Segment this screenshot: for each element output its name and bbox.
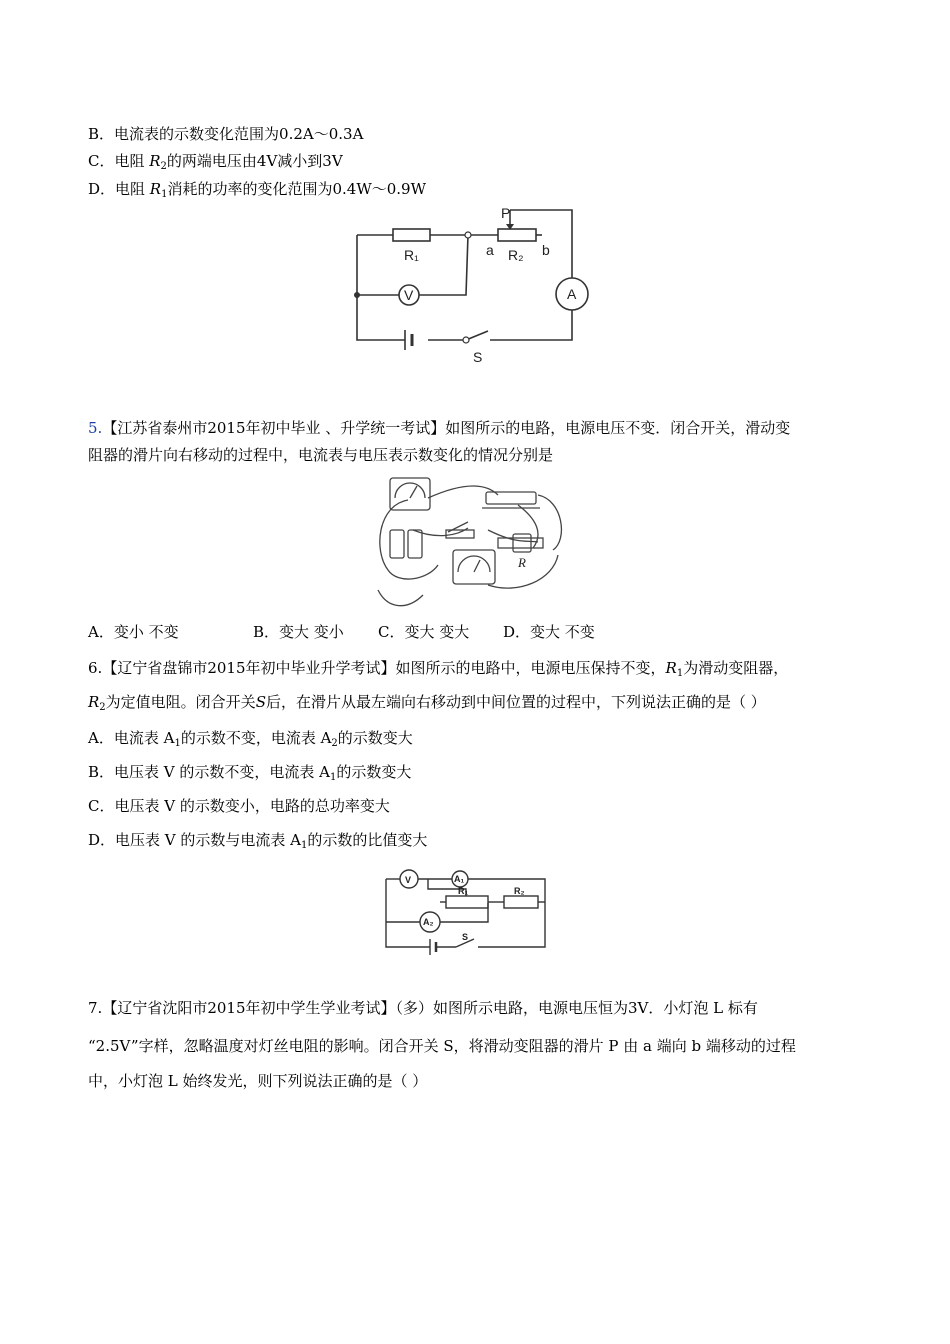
q5-circuit-illustration <box>368 470 583 615</box>
q6-var-r2: R <box>88 693 100 711</box>
q4-label-s: S <box>473 349 483 365</box>
q4-option-d-prefix: D．电阻 <box>88 180 150 198</box>
q4-label-r2: R₂ <box>508 247 524 263</box>
q6-label-r2: R₂ <box>514 886 525 896</box>
q4-option-d-sub: 1 <box>161 189 168 200</box>
q6-option-b-sub: 1 <box>330 772 337 783</box>
q6-option-b-post: 的示数变大 <box>336 763 412 781</box>
q6-text-line1-end: 为滑动变阻器， <box>683 659 789 677</box>
q6-number: 6. <box>88 659 103 677</box>
q5-option-a: A．变小 不变 <box>88 623 179 641</box>
q4-option-c-text: 的两端电压由4V减小到3V <box>166 152 343 170</box>
q6-option-d <box>88 830 427 850</box>
q5-number: 5. <box>88 419 103 437</box>
q6-option-c: C．电压表 V 的示数变小，电路的总功率变大 <box>88 797 390 815</box>
q4-option-b: B．电流表的示数变化范围为0.2A～0.3A <box>88 125 364 143</box>
q4-option-c <box>88 151 343 171</box>
q6-var-s: S <box>255 693 266 711</box>
q6-var-r1-sub: 1 <box>676 668 684 679</box>
q5-option-c: C．变大 变大 <box>378 623 470 641</box>
q5-stem-line2: 阻器的滑片向右移动的过程中，电流表与电压表示数变化的情况分别是 <box>88 446 554 464</box>
q6-stem-line1 <box>88 658 788 678</box>
q6-text-line1: 如图所示的电路中，电源电压保持不变， <box>395 659 666 677</box>
q4-circuit-diagram <box>340 200 600 385</box>
q5-options <box>88 622 595 642</box>
q6-option-a-pre: A．电流表 A <box>88 729 175 747</box>
q6-option-a-sub2: 2 <box>331 738 338 749</box>
q6-option-b <box>88 762 411 782</box>
q7-number: 7. <box>88 999 103 1017</box>
q7-text-line1: （多）如图所示电路，电源电压恒为3V．小灯泡 L 标有 <box>395 999 758 1017</box>
q7-stem-line1 <box>88 998 758 1018</box>
q6-label-v: V <box>405 875 412 885</box>
q5-text-line1: 如图所示的电路，电源电压不变．闭合开关，滑动变 <box>445 419 791 437</box>
q6-option-d-pre: D．电压表 V 的示数与电流表 A <box>88 831 301 849</box>
q6-circuit-diagram <box>378 865 553 955</box>
q6-stem-line2 <box>88 692 766 712</box>
q6-source: 【辽宁省盘锦市2015年初中毕业升学考试】 <box>102 659 396 677</box>
q7-stem-line2: “2.5V”字样，忽略温度对灯丝电阻的影响。闭合开关 S，将滑动变阻器的滑片 P 由 a 端向 b 端移动的过程 <box>88 1037 796 1055</box>
q4-label-ammeter: A <box>567 286 577 302</box>
q6-option-b-pre: B．电压表 V 的示数不变，电流表 A <box>88 763 330 781</box>
q6-var-r1: R <box>665 659 677 677</box>
q4-label-b: b <box>542 242 550 258</box>
q4-option-c-sub: 2 <box>160 161 167 172</box>
q4-option-d-var: R <box>149 180 162 198</box>
q5-option-b: B．变大 变小 <box>253 623 344 641</box>
q6-option-a-post: 的示数变大 <box>337 729 413 747</box>
q6-label-a2: A₂ <box>423 917 434 927</box>
q6-label-s: S <box>462 932 469 942</box>
q4-option-c-prefix: C．电阻 <box>88 152 150 170</box>
q4-option-d <box>88 179 426 199</box>
q6-option-d-sub: 1 <box>301 840 308 851</box>
q4-option-d-text: 消耗的功率的变化范围为0.4W～0.9W <box>167 180 427 198</box>
q4-label-p: P <box>501 205 511 221</box>
q4-option-c-var: R <box>149 152 161 170</box>
q5-stem-line1 <box>88 418 790 438</box>
q4-label-v: V <box>404 287 414 303</box>
q7-stem-line3: 中，小灯泡 L 始终发光，则下列说法正确的是（ ） <box>88 1072 428 1090</box>
q6-label-a1: A₁ <box>454 874 465 884</box>
q4-label-r1: R₁ <box>404 247 419 263</box>
q6-option-d-post: 的示数的比值变大 <box>307 831 428 849</box>
q5-source: 【江苏省泰州市2015年初中毕业 、升学统一考试】 <box>102 419 446 437</box>
q6-text-line2-end: 后，在滑片从最左端向右移动到中间位置的过程中，下列说法正确的是（ ） <box>265 693 766 711</box>
q5-option-d: D．变大 不变 <box>503 623 595 641</box>
q6-option-a-sub1: 1 <box>174 738 181 749</box>
q6-var-r2-sub: 2 <box>99 702 106 713</box>
q6-option-a <box>88 728 413 748</box>
q5-label-r: R <box>518 555 526 570</box>
q6-text-line2: 为定值电阻。闭合开关 <box>105 693 256 711</box>
q7-source: 【辽宁省沈阳市2015年初中学生学业考试】 <box>102 999 396 1017</box>
q4-label-a: a <box>486 242 494 258</box>
q6-option-a-mid: 的示数不变，电流表 A <box>180 729 332 747</box>
q6-label-r1: R₁ <box>458 886 469 896</box>
